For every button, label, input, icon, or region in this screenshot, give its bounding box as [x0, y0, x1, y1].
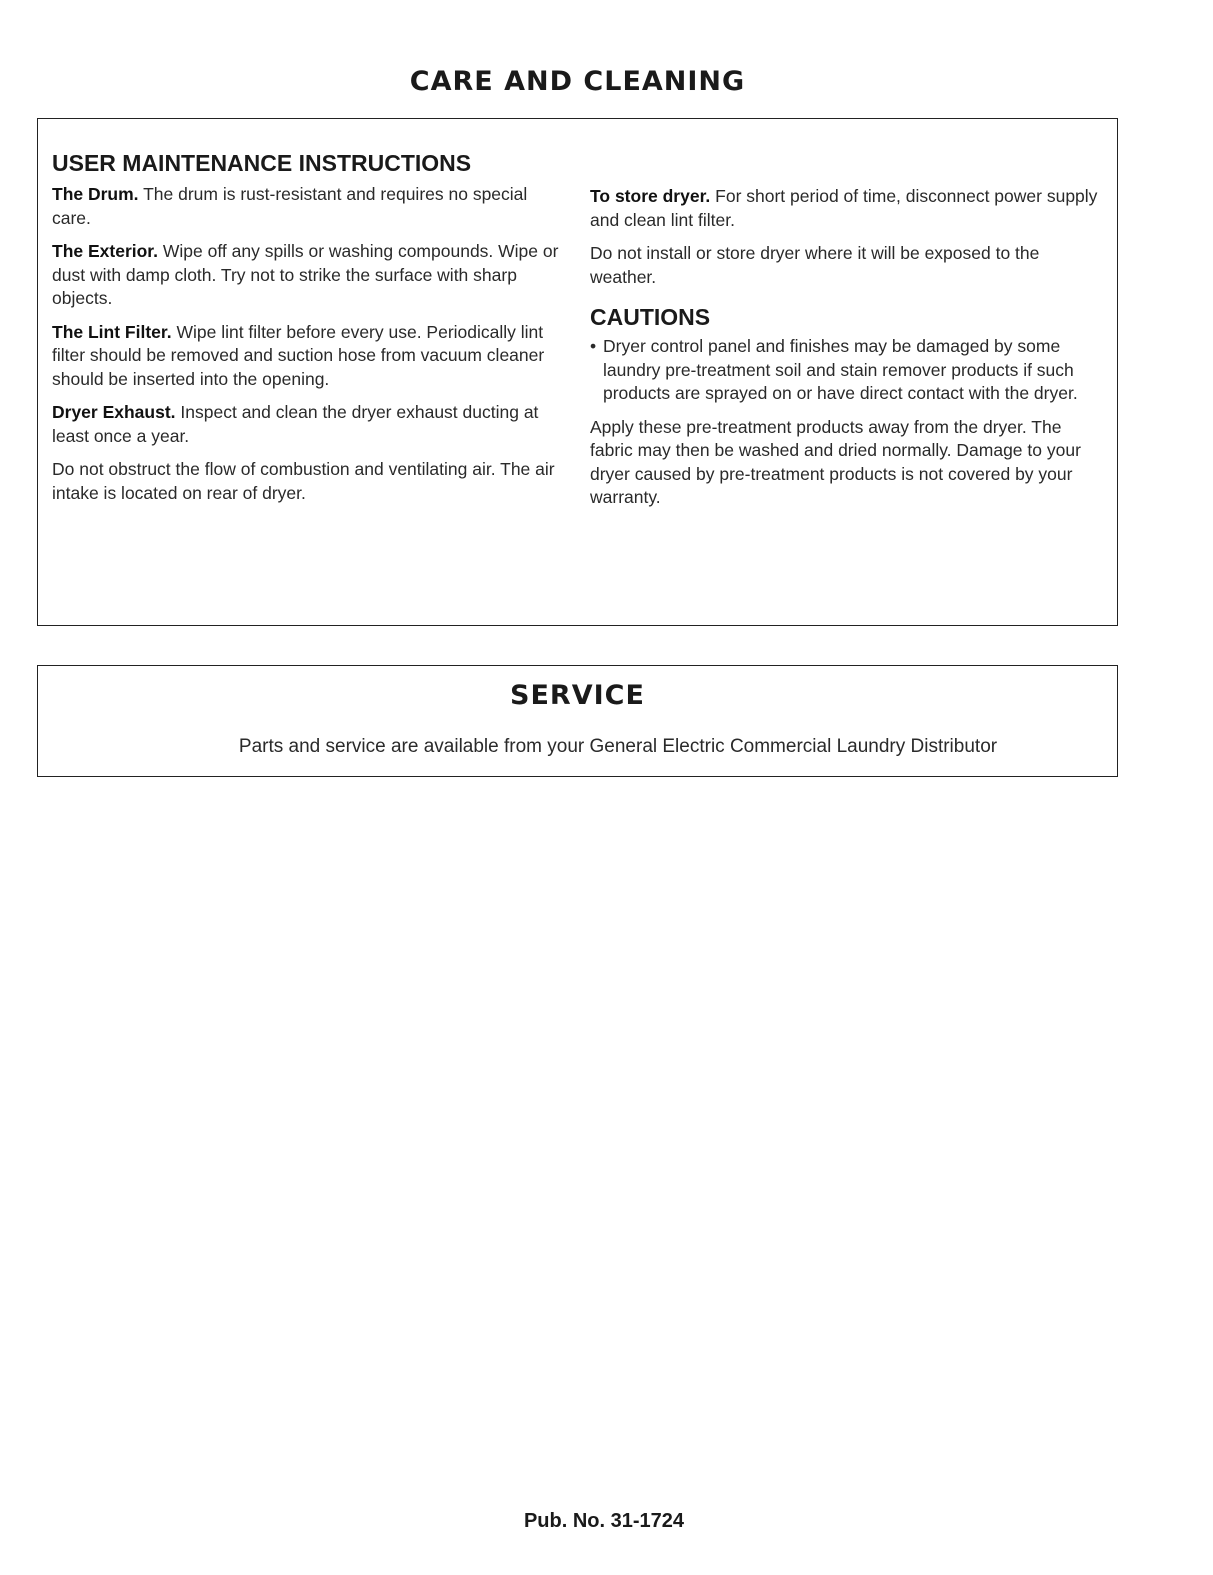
lint-filter-paragraph: [52, 321, 564, 392]
exterior-paragraph: [52, 240, 564, 311]
page-title: CARE AND CLEANING: [409, 66, 746, 97]
caution-item-text: Dryer control panel and finishes may be damaged by some laundry pre-treatment soil and stain remover products if such products are sprayed on or have direct contact with the dryer.: [603, 336, 1078, 403]
cautions-heading: CAUTIONS: [590, 304, 711, 330]
publication-number: Pub. No. 31-1724: [523, 1510, 685, 1532]
airflow-paragraph: Do not obstruct the flow of combustion and ventilating air. The air intake is located on rear of dryer.: [52, 459, 555, 503]
pretreatment-note: Apply these pre-treatment products away from the dryer. The fabric may then be washed and dried normally. Damage to your dryer caused by pre-treatment products is not covered by your warranty.: [590, 416, 1081, 507]
exterior-lead: The Exterior.: [52, 241, 159, 261]
exterior-text: Wipe off any spills or washing compounds. Wipe or dust with damp cloth. Try not to strike the surface with sharp objects.: [52, 241, 559, 308]
lint-filter-lead: The Lint Filter.: [52, 321, 172, 342]
care-and-cleaning-box: [37, 118, 1118, 626]
store-dryer-paragraph: [590, 185, 1100, 232]
store-dryer-text: For short period of time, disconnect power supply and clean lint filter.: [590, 186, 1098, 230]
drum-paragraph: [52, 183, 564, 230]
service-heading: SERVICE: [510, 680, 645, 711]
user-maintenance-heading: USER MAINTENANCE INSTRUCTIONS: [52, 150, 472, 176]
user-maintenance-column: [52, 149, 564, 515]
storage-and-cautions-column: [590, 185, 1100, 520]
service-text: Parts and service are available from your General Electric Commercial Laundry Distributor: [238, 736, 998, 757]
exhaust-paragraph: [52, 401, 564, 448]
lint-filter-text: Wipe lint filter before every use. Periodically lint filter should be removed and suction hose from vacuum cleaner should be inserted into the opening.: [52, 321, 545, 389]
weather-paragraph: Do not install or store dryer where it will be exposed to the weather.: [590, 243, 1040, 287]
drum-text: The drum is rust-resistant and requires no special care.: [52, 184, 528, 228]
drum-lead: The Drum.: [52, 184, 139, 204]
exhaust-lead: Dryer Exhaust.: [52, 402, 176, 422]
exhaust-text: Inspect and clean the dryer exhaust ducting at least once a year.: [52, 402, 539, 446]
caution-list-item: [590, 335, 1100, 406]
store-dryer-lead: To store dryer.: [590, 186, 711, 206]
bullet-icon: •: [590, 336, 597, 356]
service-box: [37, 665, 1118, 777]
